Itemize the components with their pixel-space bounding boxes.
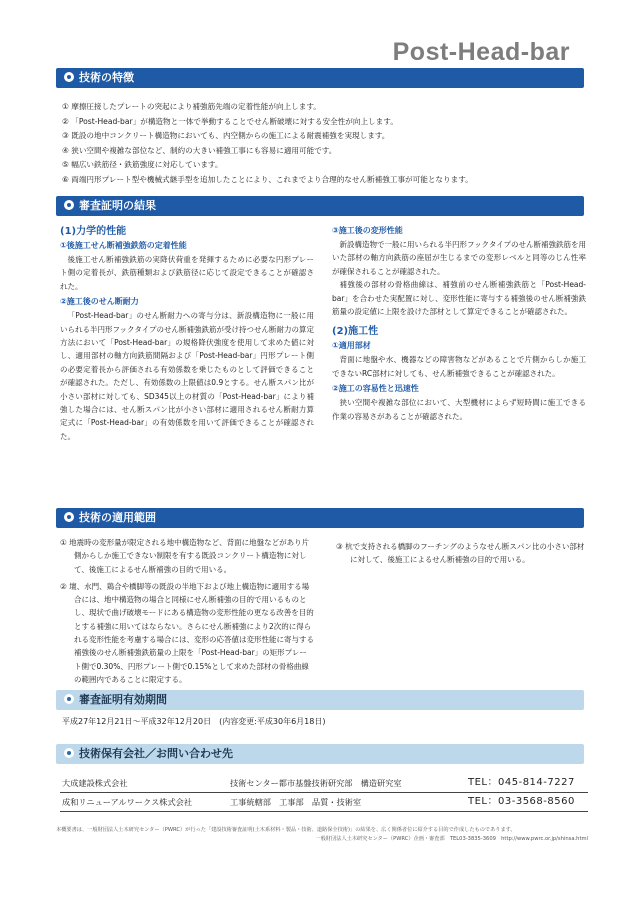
bullet-icon: [64, 748, 74, 758]
department: 技術センター都市基盤技術研究部 構造研究室: [230, 778, 402, 788]
phone-number: TEL：03-3568-8560: [468, 796, 575, 807]
feature-item: ① 摩擦圧接したプレートの突起により補強筋先端の定着性能が向上します。: [62, 102, 321, 111]
phone-number: TEL：045-814-7227: [468, 777, 575, 788]
feature-item: ② 「Post-Head-bar」が構造物と一体で挙動することでせん断破壊に対する安全性が向上します。: [62, 116, 398, 126]
item-heading: ①後施工せん断補強鉄筋の定着性能: [60, 241, 187, 250]
feature-item: ④ 狭い空間や複雑な部位など、制約の大きい補強工事にも容易に適用可能です。: [62, 145, 337, 155]
bullet-icon: [64, 200, 74, 210]
paragraph: 補強後の部材の骨格曲線は、補強前のせん断補強鉄筋と「Post-Head-bar」を合わせた実配置に対し、変形性能に寄与する補強後のせん断補強鉄筋量の設定値に上限を設けた部材として算定できることが確認された。: [332, 280, 586, 317]
contact-row: [60, 793, 588, 812]
contact-table: [60, 774, 588, 812]
item-heading: ②施工後のせん断耐力: [60, 297, 139, 307]
feature-item: ⑥ 両端円形プレート型や機械式継手型を追加したことにより、これまでより合理的なせん断補強工事が可能となります。: [62, 174, 473, 184]
bullet-icon: [64, 72, 74, 82]
results-right-column: [332, 224, 586, 423]
validity-period: 平成27年12月21日～平成32年12月20日 (内容変更:平成30年6月18日): [62, 717, 326, 726]
footer: [56, 826, 588, 844]
section-title: 技術の適用範囲: [79, 511, 156, 524]
scope-left-column: [60, 536, 314, 686]
section-header-results: [56, 196, 584, 216]
contact-row: [60, 774, 588, 793]
paragraph: 新設構造物で一般に用いられる半円形フックタイプのせん断補強鉄筋を用いた部材の軸方向鉄筋の座屈が生じるまでの変形レベルと同等のじん性率が確保されることが確認された。: [332, 240, 586, 276]
item-heading: ③施工後の変形性能: [332, 226, 403, 235]
bullet-icon: [64, 512, 74, 522]
results-left-column: [60, 224, 314, 443]
subsection-heading: (2)施工性: [332, 326, 379, 338]
company-name: 成和リニューアルワークス株式会社: [62, 797, 193, 807]
feature-list: [62, 100, 592, 188]
scope-item: ③ 杭で支持される橋脚のフーチングのようなせん断スパン比の小さい部材に対して、後施工によるせん断補強の目的で用いる。: [336, 542, 585, 565]
section-header-contact: [56, 744, 584, 764]
feature-item: ③ 既設の地中コンクリート構造物においても、内空側からの施工による耐震補強を実現します。: [62, 131, 390, 141]
company-name: 大成建設株式会社: [62, 778, 128, 788]
section-header-scope: [56, 508, 584, 528]
feature-item: ⑤ 幅広い鉄筋径・鉄筋強度に対応しています。: [62, 160, 223, 170]
paragraph: 背面に地盤や水、機器などの障害物などがあることで片側からしか施工できないRC部材に対しても、せん断補強できることが確認された。: [332, 355, 586, 378]
scope-item: ② 壇、水門、鶏合や橋脚等の既設の半地下および地上構造物に適用する場合には、地中構造物の場合と同様にせん断補強の目的で用いるものとし、現状で曲げ破壊モードにある構造物の変形性能の更なる改善を目的とする補強に用いてはならない。さらにせん断補強により2次的に得られる変形性能を考慮する場合には、変形の応答値は変形性能に寄与する補強後のせん断補強鉄筋量の上限を「Post-Head-bar」の矩形プレート側で0.30%、円形プレート側で0.15%として求めた部材の骨格曲線の範囲内であることに限定する。: [60, 581, 314, 684]
item-heading: ①適用部材: [332, 341, 371, 351]
paragraph: 「Post-Head-bar」のせん断耐力への寄与分は、新設構造物に一般に用いられる半円形フックタイプのせん断補強鉄筋が受け持つせん断耐力の算定方法において「Post-Head-bar」の規格降伏強度を使用して求めた値に対し、適用部材の軸方向鉄筋間隔および「Post-Head-bar」円形プレート側の必要定着長から評価される有効係数を乗じたものとして評価できることが確認された。ただし、有効係数の上限値は0.9とする。せん断スパン比が小さい部材に対しても、SD345以上の材質の「Post-Head-bar」により補強した場合には、せん断スパン比が小さい部材に適用されるせん断耐力算定式に「Post-Head-bar」の有効係数を用いて評価できることが確認された。: [60, 311, 314, 441]
footer-contact: 一般財団法人土木研究センター（PWRC）企画・審査部 TEL03-3835-3609 http://www.pwrc.or.jp/shinsa.html: [315, 836, 588, 842]
section-header-validity: [56, 690, 584, 710]
section-title: 審査証明有効期間: [79, 693, 167, 706]
bullet-icon: [64, 694, 74, 704]
section-title: 技術保有会社／お問い合わせ先: [79, 747, 233, 760]
scope-item: ① 地震時の変形量が限定される地中構造物など、背面に地盤などがあり片側からしか施工できない制限を有する既設コンクリート構造物に対して、後施工によるせん断補強の目的で用いる。: [60, 538, 310, 574]
scope-right-column: [336, 536, 586, 567]
paragraph: 狭い空間や複雑な部位において、大型機材によらず短時間に施工できる作業の容易さがあることが確認された。: [332, 398, 586, 421]
footer-note: 本概要書は、一般財団法人土木研究センター（PWRC）が行った「建設技術審査証明(土木系材料・製品・技術、道路保全技術)」の結果を、広く関係者位に紹介する目的で作成したものであります。: [56, 827, 516, 833]
subsection-heading: (1)力学的性能: [60, 226, 127, 237]
page-title: Post-Head-bar: [392, 38, 570, 66]
section-title: 技術の特徴: [79, 71, 134, 84]
item-heading: ②施工の容易性と迅速性: [332, 384, 419, 394]
section-header-features: [56, 68, 584, 88]
section-title: 審査証明の結果: [79, 199, 156, 212]
department: 工事統轄部 工事部 品質・技術室: [230, 797, 362, 807]
paragraph: 後施工せん断補強鉄筋の実降伏荷重を発揮するために必要な円形プレート側の定着長が、鉄筋種類および鉄筋径に応じて設定できることが確認された。: [60, 255, 314, 291]
